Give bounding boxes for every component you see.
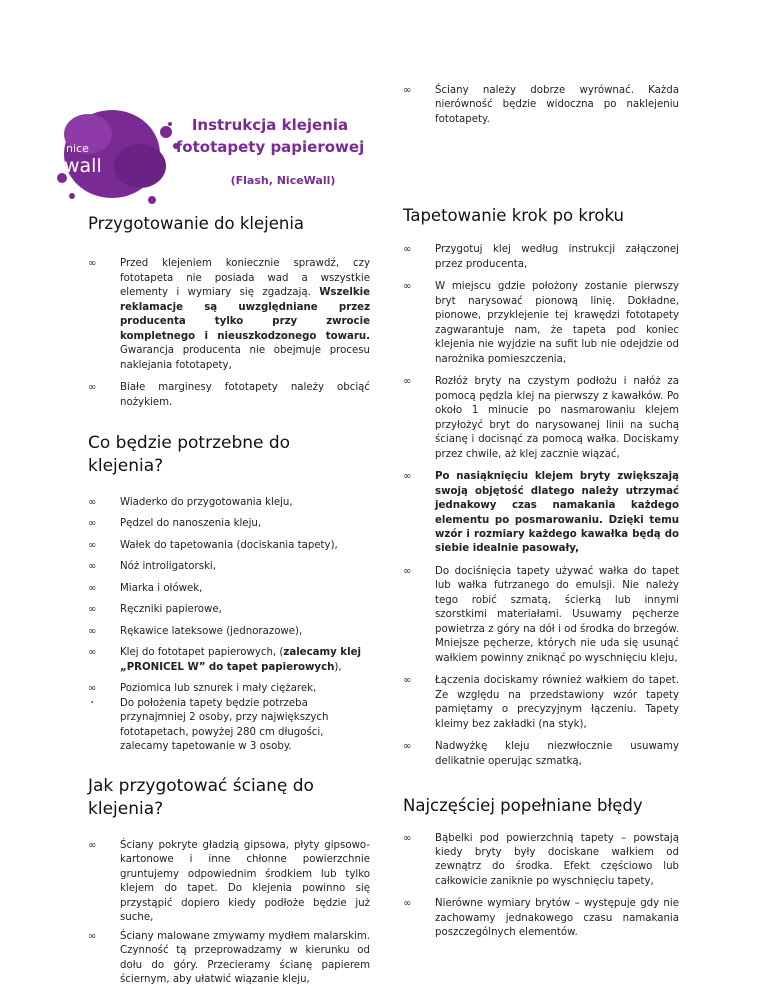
list-item: ∞ W miejscu gdzie położony zostanie pierwszy bryt narysować pionową linię. Dokładne, pionowe, przyklejenie tej krawędzi fototapety zagwarantuje nam, że tapeta pod koniec klejenia nie wyjdzie na sufit lub nie odejdzie od narożnika pomieszczenia, [403, 280, 679, 367]
list-item: ∞ Nierówne wymiary brytów – występuje gdy nie zachowamy jednakowego czasu namakania poszczególnych elementów. [403, 897, 679, 940]
list-item: ∞ Przed klejeniem koniecznie sprawdź, czy fototapeta nie posiada wad a wszystkie elementy i wymiary się zgadzają. Wszelkie reklamacje są uwzględniane przez producenta tylko przy zwrocie kompletnego i nieuszkodzonego towaru. Gwarancja producenta nie obejmuje procesu naklejania fototapety, [88, 257, 370, 373]
document-subtitle: (Flash, NiceWall) [230, 174, 336, 187]
section-heading-bledy: Najczęściej popełniane błędy [403, 796, 643, 816]
list-item: ∞ Rękawice lateksowe (jednorazowe), [88, 625, 370, 639]
logo-brand-top: nice [66, 142, 89, 155]
section-heading-sciana: Jak przygotować ścianę do klejenia? [88, 775, 314, 819]
list-item: ∞ Miarka i ołówek, [88, 582, 370, 596]
list-item: ∞ Rozłóż bryty na czystym podłożu i nałóż za pomocą pędzla klej na pierwszy z kawałków. Po około 1 minucie po nasmarowaniu klejem przyłożyć bryt do narysowanej linii na suchą ścianę i docisnąć za pomocą wałka. Dociskamy przez chwile, aż klej zacznie wiązać, [403, 375, 679, 462]
list-item: ∞ Klej do fototapet papierowych, (zalecamy klej „PRONICEL W” do tapet papierowych), [88, 646, 370, 675]
list-item: ∞ Bąbelki pod powierzchnią tapety – powstają kiedy bryty były dociskane wałkiem od zewnątrz do środka. Efekt częściowo lub całkowicie zaniknie po wyschnięciu tapety, [403, 832, 679, 890]
section-heading-potrzebne: Co będzie potrzebne do klejenia? [88, 433, 291, 477]
list-item: ∞ Przygotuj klej według instrukcji załączonej przez producenta, [403, 243, 679, 272]
list-item: ∞ Wałek do tapetowania (dociskania tapety), [88, 539, 370, 553]
list-item: ∞ Do dociśnięcia tapety używać wałka do tapet lub wałka futrzanego do emulsji. Nie należy tego robić szmatą, ścierką lub innymi szorstkimi materiałami. Usuwamy pęcherze powietrza z góry na dół i od środka do brzegów. Mniejsze pęcherze, których nie uda się usunąć wałkiem powinny zniknąć po wyschnięciu kleju, [403, 565, 679, 666]
list-item: ∞ Ściany pokryte gładzią gipsowa, płyty gipsowo-kartonowe i inne chłonne powierzchnie gruntujemy odpowiednim środkiem lub tylko klejem do tapet. Do klejenia powinno się przystąpić dopiero kiedy podłoże będzie już suche, [88, 839, 370, 926]
top-note-section [403, 84, 679, 127]
right-column [403, 205, 679, 941]
document-title: Instrukcja klejenia fototapety papierowej [175, 116, 365, 156]
section-heading-tapetowanie: Tapetowanie krok po kroku [403, 206, 624, 225]
list-item: ∞ Białe marginesy fototapety należy obciąć nożykiem. [88, 381, 370, 410]
list-item: ∞ Ściany należy dobrze wyrównać. Każda nierówność będzie widoczna po naklejeniu fototapety. [403, 84, 679, 127]
list-item: ∞ Ręczniki papierowe, [88, 603, 370, 617]
list-item: · Do położenia tapety będzie potrzeba przynajmniej 2 osoby, przy największych fototapetach, powyżej 280 cm długości, zalecamy tapetowanie w 3 osoby. [88, 697, 370, 755]
list-item: ∞ Łączenia dociskamy również wałkiem do tapet. Ze względu na przedstawiony wzór tapety pamiętamy o precyzyjnym łączeniu. Tapety kleimy bez zakładki (na styk), [403, 674, 679, 732]
list-item: ∞ Nóż introligatorski, [88, 560, 370, 574]
left-column [88, 213, 370, 987]
list-item: ∞ Nadwyżkę kleju niezwłocznie usuwamy delikatnie operując szmatką, [403, 740, 679, 769]
logo-brand-bottom: wall [64, 155, 102, 177]
list-item: ∞ Poziomica lub sznurek i mały ciężarek, [88, 682, 370, 696]
list-item: ∞ Wiaderko do przygotowania kleju, [88, 496, 370, 510]
list-item: ∞ Po nasiąknięciu klejem bryty zwiększają swoją objętość dlatego należy utrzymać jednakowy czas namakania każdego elementu po posmarowaniu. Dzięki temu wzór i rozmiary każdego kawałka będą do siebie idealnie pasowały, [403, 470, 679, 557]
list-item: ∞ Pędzel do nanoszenia kleju, [88, 517, 370, 531]
tools-list [88, 496, 370, 755]
list-item: ∞ Ściany malowane zmywamy mydłem malarskim. Czynność tą przeprowadzamy w kierunku od dołu do góry. Przecieramy ścianę papierem ściernym, aby ułatwić wiązanie kleju, [88, 930, 370, 988]
nicewall-logo [52, 96, 187, 206]
section-heading-przygotowanie: Przygotowanie do klejenia [88, 214, 305, 233]
